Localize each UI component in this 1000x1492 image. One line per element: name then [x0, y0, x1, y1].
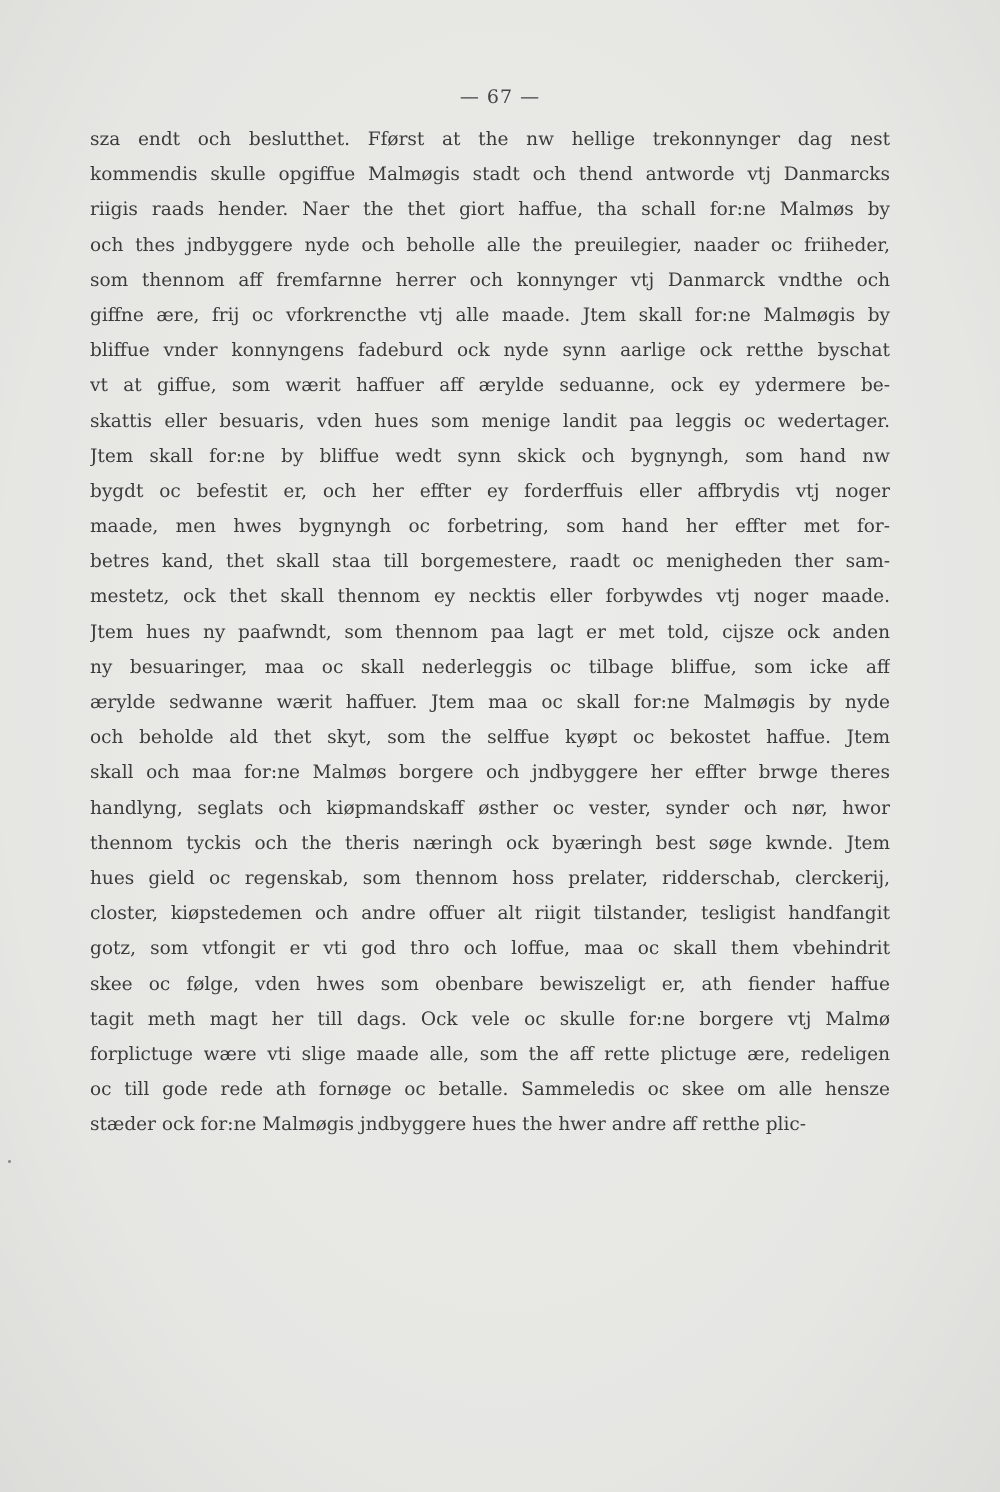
text-line: closter, kiøpstedemen och andre offuer alt riigit tilstander, tesligist handfangit — [90, 903, 890, 925]
text-line: bliffue vnder konnyngens fadeburd ock nyde synn aarlige ock retthe byschat — [90, 340, 890, 362]
text-line: bygdt oc befestit er, och her effter ey forderffuis eller affbrydis vtj noger — [90, 480, 890, 502]
paper-speck — [8, 1160, 11, 1163]
text-line: ærylde sedwanne wærit haffuer. Jtem maa oc skall for:ne Malmøgis by nyde — [90, 692, 890, 713]
text-line: riigis raads hender. Naer the thet giort haffue, tha schall for:ne Malmøs by — [90, 199, 890, 221]
text-line: och beholde ald thet skyt, som the selffue kyøpt oc bekostet haffue. Jtem — [90, 727, 890, 749]
text-line: giffne ære, frij oc vforkrencthe vtj alle maade. Jtem skall for:ne Malmøgis by — [90, 304, 890, 326]
text-line: skee oc følge, vden hwes som obenbare bewiszeligt er, ath fiender haffue — [90, 973, 890, 995]
text-line: och thes jndbyggere nyde och beholle alle the preuilegier, naader oc friiheder, — [90, 234, 890, 256]
text-line: handlyng, seglats och kiøpmandskaff østher oc vester, synder och nør, hwor — [90, 797, 890, 819]
text-line: vt at giffue, som wærit haffuer aff ærylde seduanne, ock ey ydermere be- — [90, 375, 890, 397]
text-line: ny besuaringer, maa oc skall nederleggis oc tilbage bliffue, som icke aff — [90, 656, 890, 678]
text-line: skall och maa for:ne Malmøs borgere och jndbyggere her effter brwge theres — [90, 762, 890, 784]
text-line: kommendis skulle opgiffue Malmøgis stadt och thend antworde vtj Danmarcks — [90, 164, 890, 186]
text-line: sza endt och beslutthet. Fførst at the nw hellige trekonnynger dag nest — [90, 129, 890, 150]
text-line: som thennom aff fremfarnne herrer och konnynger vtj Danmarck vndthe och — [90, 269, 890, 291]
text-line: Jtem hues ny paafwndt, som thennom paa lagt er met told, cijsze ock anden — [90, 621, 890, 643]
text-line: gotz, som vtfongit er vti god thro och loffue, maa oc skall them vbehindrit — [90, 938, 890, 960]
text-line: betres kand, thet skall staa till borgemestere, raadt oc menigheden ther sam- — [90, 551, 890, 573]
text-line: forplictuge wære vti slige maade alle, som the aff rette plictuge ære, redeligen — [90, 1043, 890, 1065]
page-number: — 67 — — [459, 86, 541, 108]
text-line: skattis eller besuaris, vden hues som menige landit paa leggis oc wedertager. — [90, 410, 890, 432]
text-line: Jtem skall for:ne by bliffue wedt synn skick och bygnyngh, som hand nw — [90, 445, 890, 467]
text-line: stæder ock for:ne Malmøgis jndbyggere hues the hwer andre aff retthe plic- — [90, 1114, 806, 1136]
text-line: oc till gode rede ath fornøge oc betalle. Sammeledis oc skee om alle hensze — [90, 1079, 890, 1101]
body-text — [90, 122, 890, 1142]
text-line: mestetz, ock thet skall thennom ey necktis eller forbywdes vtj noger maade. — [90, 586, 890, 608]
text-line: maade, men hwes bygnyngh oc forbetring, som hand her effter met for- — [90, 516, 890, 538]
text-line: tagit meth magt her till dags. Ock vele oc skulle for:ne borgere vtj Malmø — [90, 1008, 890, 1030]
text-line: hues gield oc regenskab, som thennom hoss prelater, ridderschab, clerckerij, — [90, 867, 890, 889]
text-line: thennom tyckis och the theris næringh ock byæringh best søge kwnde. Jtem — [90, 832, 890, 854]
